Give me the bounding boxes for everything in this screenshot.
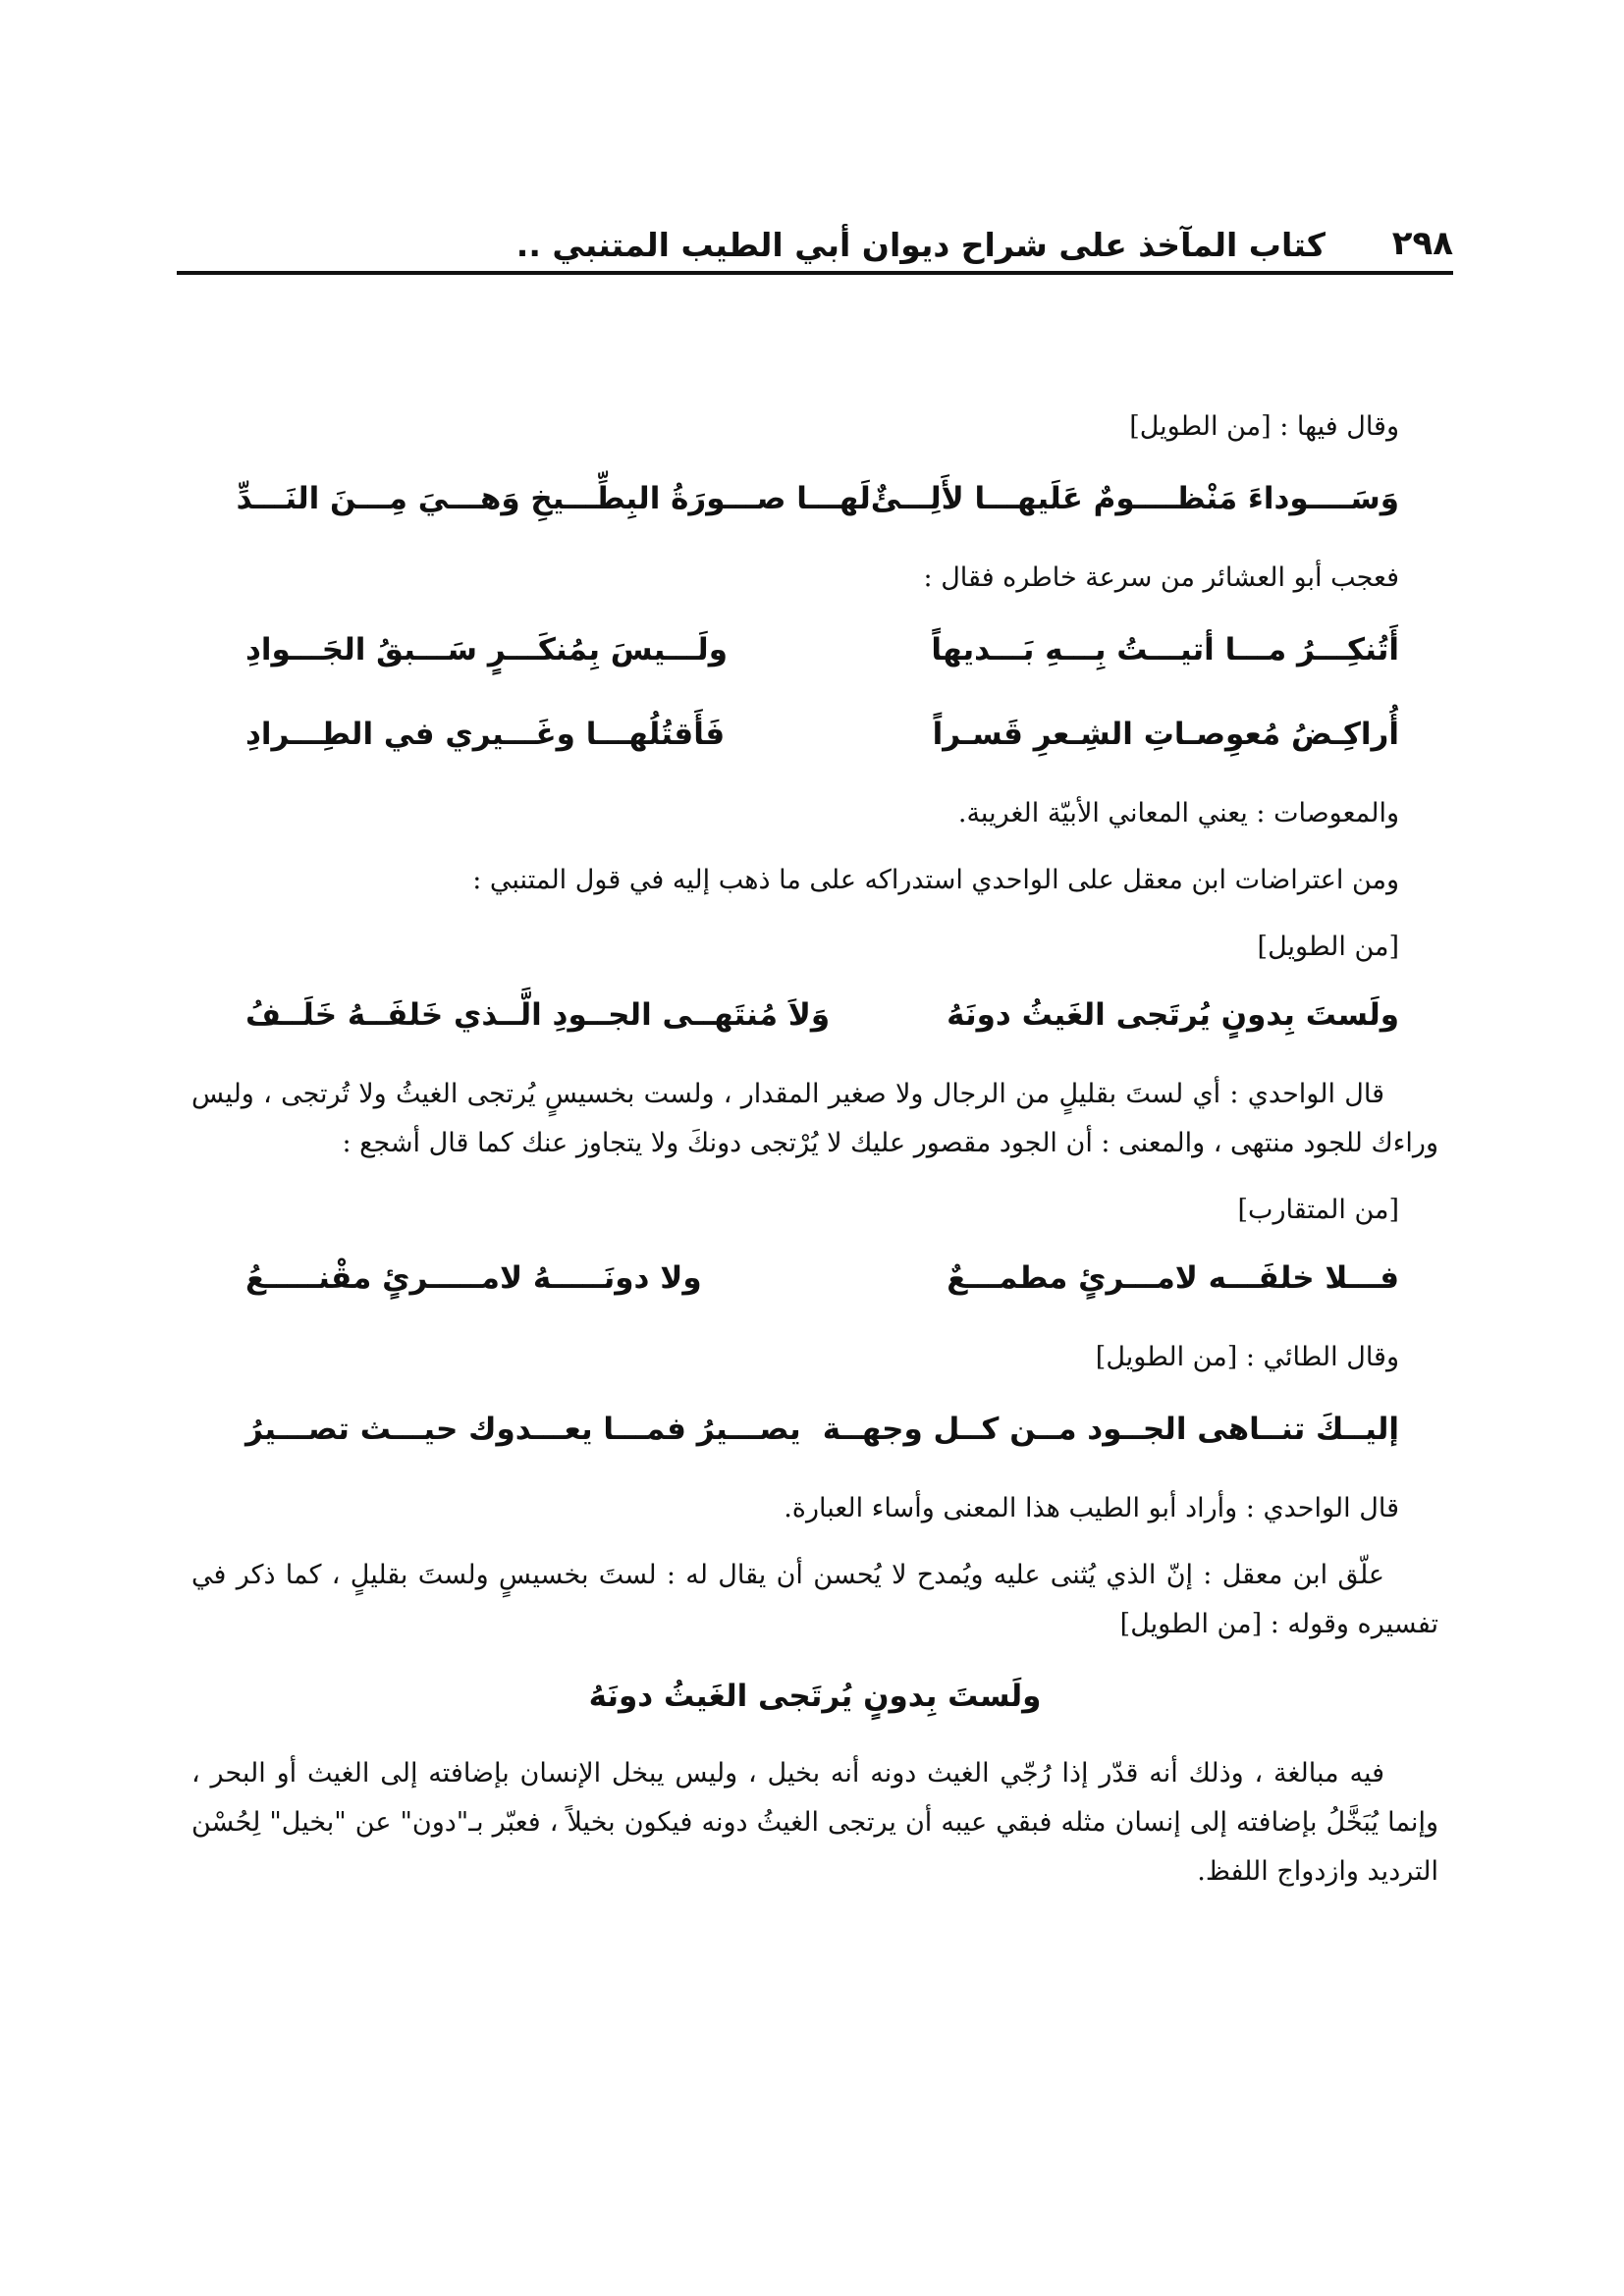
verse-line (245, 986, 1399, 1044)
paragraph (191, 554, 1438, 603)
hemistich-first: إليــكَ تنــاهى الجــود مــن كــل وجهــة (822, 1412, 1399, 1447)
meter-tag: [من الطويل] (1095, 1342, 1238, 1372)
paragraph-text: فيه مبالغة ، وذلك أنه قدّر إذا رُجّي الغيث دونه أنه بخيل ، وليس يبخل الإنسان بإضافته إلى الغيث أو البحر ، وإنما يُبَخَّلُ بإضافته إلى إنسان مثله فبقي عيبه أن يرتجى الغيثُ دونه فيكون بخيلاً ، فعبّر بـ"دون" عن "بخيل" لِحُسْن الترديد وازدواج اللفظ. (191, 1758, 1438, 1887)
body-text (191, 402, 1438, 1914)
verse-line (245, 705, 1399, 764)
meter-tag: [من الطويل] (1257, 932, 1399, 962)
verse-single-line: ولَستَ بِدونٍ يُرتَجى الغَيثُ دونَهُ (588, 1679, 1042, 1714)
meter-tag: [من المتقارب] (1237, 1195, 1399, 1225)
running-title: كتاب المآخذ على شراح ديوان أبي الطيب المتنبي .. (515, 226, 1326, 264)
paragraph-text: علّق ابن معقل : إنّ الذي يُثنى عليه ويُمدح لا يُحسن أن يقال له : لستَ بخسيسٍ ولستَ بقليلٍ ، كما ذكر في تفسيره وقوله : [من الطويل] (191, 1560, 1438, 1639)
hemistich-first: وَسَــــوداءَ مَنْظــــومٌ عَلَيهـــا لأَلِـــئٌ (870, 481, 1399, 516)
paragraph-text: وقال الطائي : (1237, 1342, 1399, 1372)
paragraph-text: فعجب أبو العشائر من سرعة خاطره فقال : (923, 562, 1399, 593)
hemistich-first: فـــلا خلفَـــه لامـــرئٍ مطمـــعٌ (947, 1260, 1399, 1296)
verse-line (245, 620, 1399, 679)
paragraph-text: قال الواحدي : وأراد أبو الطيب هذا المعنى وأساء العبارة. (784, 1493, 1399, 1523)
hemistich-first: ولَستَ بِدونٍ يُرتَجى الغَيثُ دونَهُ (947, 997, 1399, 1033)
paragraph-text: قال الواحدي : أي لستَ بقليلٍ من الرجال ولا صغير المقدار ، ولست بخسيسٍ يُرتجى الغيثُ ولا تُرتجى ، وليس وراءك للجود منتهى ، والمعنى : أن الجود مقصور عليك لا يُرْتجى دونكَ ولا يتجاوز عنك كما قال أشجع : (191, 1079, 1438, 1158)
hemistich-second: وَلاَ مُنتَهــى الجــودِ الَّــذي خَلفَــهُ خَلَــفُ (245, 997, 831, 1033)
paragraph (191, 402, 1438, 452)
paragraph (191, 1333, 1438, 1382)
hemistich-second: لَهـــا صـــورَةُ البِطِّـــيخِ وَهـــيَ مِـــنَ النَـــدِّ (236, 481, 871, 516)
hemistich-first: أُراكِـضُ مُعوِصـاتِ الشِـعرِ قَسـراً (932, 717, 1399, 752)
page-number: ٢٩٨ (1391, 224, 1453, 263)
paragraph (191, 1484, 1438, 1533)
paragraph-text: وقال فيها : (1271, 411, 1399, 442)
verse-line (236, 469, 1399, 528)
verse-line (245, 1249, 1399, 1308)
hemistich-second: ولَـــيسَ بِمُنكَـــرٍ سَـــبقُ الجَـــوادِ (245, 632, 728, 667)
paragraph (191, 1749, 1438, 1896)
meter-tag: [من الطويل] (1129, 411, 1272, 442)
paragraph (191, 1070, 1438, 1168)
paragraph (191, 789, 1438, 838)
paragraph (191, 1551, 1438, 1649)
hemistich-second: فَأَقتُلُهـــا وغَـــيري في الطِـــرادِ (245, 717, 726, 752)
hemistich-second: يصـــيرُ فمـــا يعـــدوك حيـــث تصـــيرُ (245, 1412, 801, 1447)
paragraph (191, 923, 1438, 972)
paragraph-text: والمعوصات : يعني المعاني الأبيّة الغريبة. (957, 798, 1399, 828)
paragraph (191, 1186, 1438, 1235)
verse-line (245, 1400, 1399, 1459)
header-rule (177, 271, 1453, 275)
hemistich-first: أَتُنكِـــرُ مـــا أتيـــتُ بِـــهِ بَـــديهاً (931, 632, 1399, 667)
hemistich-second: ولا دونَـــــهُ لامـــــرئٍ مقْنـــــعُ (245, 1260, 702, 1296)
paragraph-text: ومن اعتراضات ابن معقل على الواحدي استدراكه على ما ذهب إليه في قول المتنبي : (472, 865, 1399, 895)
paragraph (191, 856, 1438, 905)
running-header (177, 218, 1453, 277)
